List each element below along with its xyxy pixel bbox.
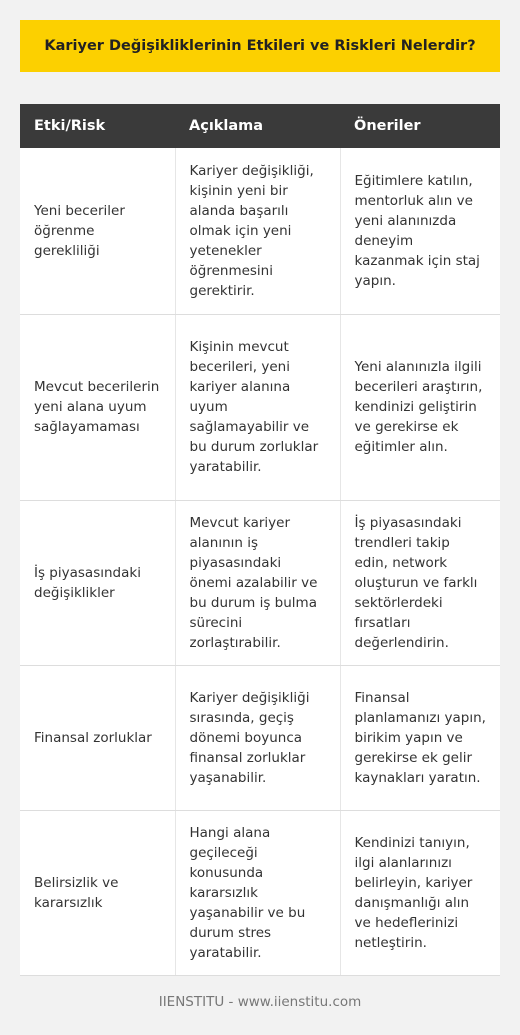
suggestion-cell: Kendinizi tanıyın, ilgi alanlarınızı belirleyin, kariyer danışmanlığı alın ve hedeflerinizi netleştirin. xyxy=(340,810,500,975)
risk-cell: Belirsizlik ve kararsızlık xyxy=(20,810,175,975)
risk-cell: Mevcut becerilerin yeni alana uyum sağlayamaması xyxy=(20,314,175,500)
table-row xyxy=(20,665,500,810)
table-row xyxy=(20,500,500,665)
suggestion-cell: İş piyasasındaki trendleri takip edin, network oluşturun ve farklı sektörlerdeki fırsatları değerlendirin. xyxy=(340,500,500,665)
page-title: Kariyer Değişikliklerinin Etkileri ve Riskleri Nelerdir? xyxy=(44,38,476,54)
description-cell: Kariyer değişikliği, kişinin yeni bir alanda başarılı olmak için yeni yetenekler öğrenmesini gerektirir. xyxy=(175,148,340,314)
table-row xyxy=(20,810,500,975)
risk-cell: İş piyasasındaki değişiklikler xyxy=(20,500,175,665)
description-cell: Hangi alana geçileceği konusunda kararsızlık yaşanabilir ve bu durum stres yaratabilir. xyxy=(175,810,340,975)
table-header-row xyxy=(20,104,500,148)
risk-table xyxy=(20,104,500,976)
suggestion-cell: Finansal planlamanızı yapın, birikim yapın ve gerekirse ek gelir kaynakları yaratın. xyxy=(340,665,500,810)
column-header-suggestions: Öneriler xyxy=(340,104,500,148)
risk-cell: Yeni beceriler öğrenme gerekliliği xyxy=(20,148,175,314)
footer-credit: IIENSTITU - www.iienstitu.com xyxy=(158,994,362,1010)
description-cell: Mevcut kariyer alanının iş piyasasındaki önemi azalabilir ve bu durum iş bulma sürecini zorlaştırabilir. xyxy=(175,500,340,665)
column-header-risk: Etki/Risk xyxy=(20,104,175,148)
risk-cell: Finansal zorluklar xyxy=(20,665,175,810)
description-cell: Kişinin mevcut becerileri, yeni kariyer alanına uyum sağlamayabilir ve bu durum zorluklar yaratabilir. xyxy=(175,314,340,500)
column-header-description: Açıklama xyxy=(175,104,340,148)
table-row xyxy=(20,314,500,500)
description-cell: Kariyer değişikliği sırasında, geçiş dönemi boyunca finansal zorluklar yaşanabilir. xyxy=(175,665,340,810)
suggestion-cell: Yeni alanınızla ilgili becerileri araştırın, kendinizi geliştirin ve gerekirse ek eğitimler alın. xyxy=(340,314,500,500)
table-row xyxy=(20,148,500,314)
suggestion-cell: Eğitimlere katılın, mentorluk alın ve yeni alanınızda deneyim kazanmak için staj yapın. xyxy=(340,148,500,314)
title-banner xyxy=(20,20,500,72)
